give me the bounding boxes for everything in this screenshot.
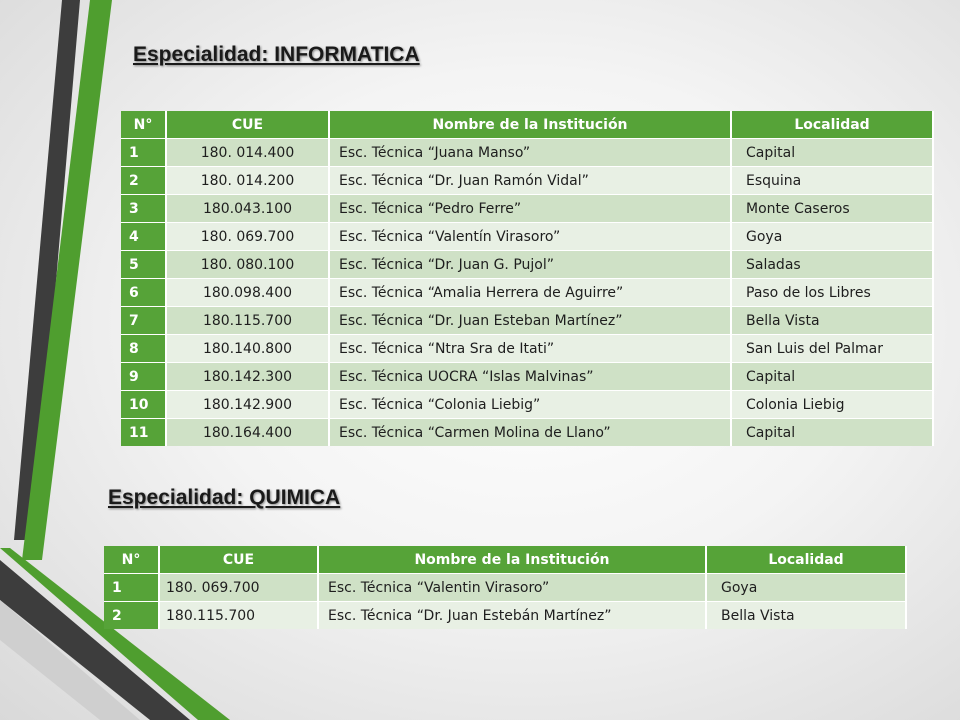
- row-number: 6: [121, 279, 166, 307]
- quimica-table: [104, 546, 907, 629]
- table-row: [121, 139, 933, 167]
- row-institution: Esc. Técnica “Valentín Virasoro”: [329, 223, 731, 251]
- row-number: 3: [121, 195, 166, 223]
- table-row: [121, 195, 933, 223]
- column-header-locality: Localidad: [706, 546, 906, 574]
- table-row: [104, 574, 906, 602]
- row-cue: 180. 014.400: [166, 139, 329, 167]
- table-row: [104, 602, 906, 630]
- row-cue: 180. 069.700: [166, 223, 329, 251]
- table-row: [121, 279, 933, 307]
- row-locality: Goya: [731, 223, 933, 251]
- column-header-number: N°: [121, 111, 166, 139]
- row-cue: 180.140.800: [166, 335, 329, 363]
- row-locality: Bella Vista: [731, 307, 933, 335]
- table-row: [121, 251, 933, 279]
- table-header-row: [104, 546, 906, 574]
- row-cue: 180. 014.200: [166, 167, 329, 195]
- row-locality: Capital: [731, 419, 933, 447]
- row-locality: Monte Caseros: [731, 195, 933, 223]
- row-institution: Esc. Técnica “Carmen Molina de Llano”: [329, 419, 731, 447]
- informatica-table: [121, 111, 934, 446]
- row-institution: Esc. Técnica “Dr. Juan G. Pujol”: [329, 251, 731, 279]
- row-institution: Esc. Técnica “Valentin Virasoro”: [318, 574, 706, 602]
- row-institution: Esc. Técnica “Amalia Herrera de Aguirre”: [329, 279, 731, 307]
- row-number: 1: [104, 574, 159, 602]
- row-number: 8: [121, 335, 166, 363]
- row-locality: Capital: [731, 363, 933, 391]
- row-number: 5: [121, 251, 166, 279]
- row-locality: Bella Vista: [706, 602, 906, 630]
- table-row: [121, 419, 933, 447]
- column-header-cue: CUE: [166, 111, 329, 139]
- table-row: [121, 223, 933, 251]
- row-institution: Esc. Técnica “Colonia Liebig”: [329, 391, 731, 419]
- column-header-cue: CUE: [159, 546, 318, 574]
- row-cue: 180.142.900: [166, 391, 329, 419]
- row-number: 4: [121, 223, 166, 251]
- column-header-institution: Nombre de la Institución: [318, 546, 706, 574]
- row-locality: Saladas: [731, 251, 933, 279]
- row-cue: 180.142.300: [166, 363, 329, 391]
- row-locality: Paso de los Libres: [731, 279, 933, 307]
- table-row: [121, 167, 933, 195]
- section-heading-informatica: Especialidad: INFORMATICA: [133, 43, 420, 66]
- row-institution: Esc. Técnica “Dr. Juan Esteban Martínez”: [329, 307, 731, 335]
- row-number: 9: [121, 363, 166, 391]
- row-cue: 180.098.400: [166, 279, 329, 307]
- row-number: 2: [121, 167, 166, 195]
- row-cue: 180.043.100: [166, 195, 329, 223]
- row-institution: Esc. Técnica “Dr. Juan Estebán Martínez”: [318, 602, 706, 630]
- row-cue: 180.115.700: [159, 602, 318, 630]
- table-row: [121, 335, 933, 363]
- row-cue: 180. 069.700: [159, 574, 318, 602]
- row-locality: San Luis del Palmar: [731, 335, 933, 363]
- row-institution: Esc. Técnica “Dr. Juan Ramón Vidal”: [329, 167, 731, 195]
- row-cue: 180.115.700: [166, 307, 329, 335]
- row-number: 2: [104, 602, 159, 630]
- row-cue: 180.164.400: [166, 419, 329, 447]
- row-number: 7: [121, 307, 166, 335]
- row-number: 10: [121, 391, 166, 419]
- column-header-locality: Localidad: [731, 111, 933, 139]
- table-row: [121, 391, 933, 419]
- row-institution: Esc. Técnica “Juana Manso”: [329, 139, 731, 167]
- section-heading-quimica: Especialidad: QUIMICA: [108, 486, 341, 509]
- column-header-number: N°: [104, 546, 159, 574]
- table-header-row: [121, 111, 933, 139]
- table-row: [121, 363, 933, 391]
- table-row: [121, 307, 933, 335]
- row-locality: Capital: [731, 139, 933, 167]
- row-number: 11: [121, 419, 166, 447]
- row-institution: Esc. Técnica “Pedro Ferre”: [329, 195, 731, 223]
- row-cue: 180. 080.100: [166, 251, 329, 279]
- row-locality: Goya: [706, 574, 906, 602]
- row-institution: Esc. Técnica UOCRA “Islas Malvinas”: [329, 363, 731, 391]
- row-locality: Colonia Liebig: [731, 391, 933, 419]
- column-header-institution: Nombre de la Institución: [329, 111, 731, 139]
- row-institution: Esc. Técnica “Ntra Sra de Itati”: [329, 335, 731, 363]
- row-locality: Esquina: [731, 167, 933, 195]
- row-number: 1: [121, 139, 166, 167]
